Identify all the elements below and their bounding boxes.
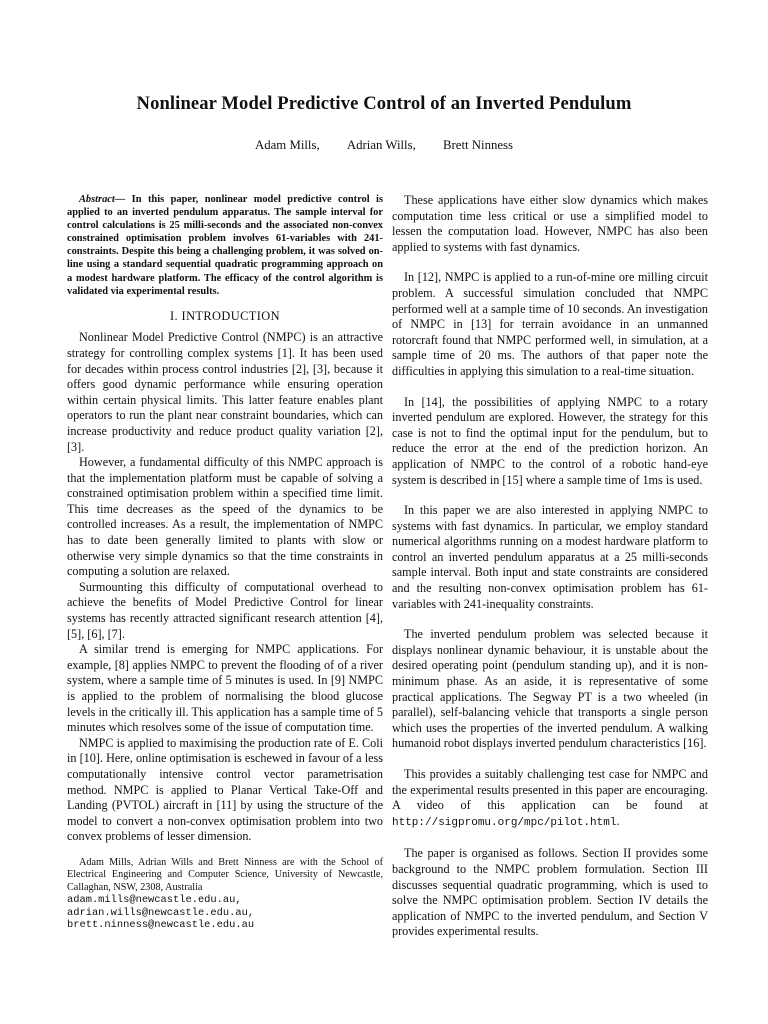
author-name: Adam Mills,: [254, 138, 320, 152]
left-column: [67, 193, 383, 845]
paragraph: These applications have either slow dynamics which makes computation time less critical or use a simplified model to lessen the computation load. However, NMPC has also been applied to systems with fast dynamics.: [392, 193, 708, 254]
author-name: Adrian Wills,: [346, 138, 416, 152]
paragraph: Surmounting this difficulty of computational overhead to achieve the benefits of Model Predictive Control for linear systems has recently attracted significant research attention [4], [5], [6], [7].: [67, 579, 383, 641]
paragraph: NMPC is applied to maximising the production rate of E. Coli in [10]. Here, online optimisation is eschewed in favour of a less computationally intensive control vector parametrisation method. NMPC is applied to Planar Vertical Take-Off and Landing (PVTOL) aircraft in [11] by using the structure of the model to convert a non-convex optimisation problem into two convex problems of lesser dimension.: [67, 735, 383, 844]
video-link[interactable]: http://sigpromu.org/mpc/pilot.html: [392, 816, 617, 829]
abstract-text: In this paper, nonlinear model predictive control is applied to an inverted pendulum apparatus. The sample interval for control calculations is 25 milli-seconds and the associated non-convex constrained optimisation problem involves 61-variables with 241-constraints. Despite this being a challenging problem, it was solved on-line using a standard sequential quadratic programming approach on a modest hardware platform. The efficacy of the control algorithm is validated via experimental results.: [67, 194, 383, 297]
paragraph: Nonlinear Model Predictive Control (NMPC) is an attractive strategy for controlling complex systems [1]. It has been used for decades within process control industries [2], [3], because it offers good dynamic performance while ensuring operation within certain physical limits. This latter feature enables plant operators to run the plant near constraint boundaries, which can increase productivity and reduce product quality variation [2], [3].: [67, 330, 383, 454]
paragraph: However, a fundamental difficulty of this NMPC approach is that the implementation platform must be capable of solving a constrained optimisation problem within a specified time limit. This time decreases as the speed of the dynamics to be controlled increases. As a result, the implementation of NMPC has to date been generally limited to plants with slow or otherwise very simple dynamics so that the time constraints in computing a solution are relaxed.: [67, 455, 383, 579]
video-paragraph-suffix: .: [616, 813, 620, 828]
paragraph: The paper is organised as follows. Section II provides some background to the NMPC problem formulation. Section III discusses sequential quadratic programming, which is used to solve the NMPC optimisation problem. Section IV details the application of NMPC to the inverted pendulum, and Section V provides experimental results.: [392, 846, 708, 939]
footnote-email: adam.mills@newcastle.edu.au,: [67, 894, 242, 907]
paragraph: A similar trend is emerging for NMPC applications. For example, [8] applies NMPC to prevent the flooding of of a river system, where a sample time of 5 minutes is used. In [9] NMPC is applied to the problem of normalising the blood glucose levels in the critically ill. This application has a sample time of 5 minutes which resolves some of the issue of computation time.: [67, 642, 383, 735]
abstract: [67, 193, 383, 298]
paper-title: Nonlinear Model Predictive Control of an Inverted Pendulum: [136, 93, 632, 114]
paragraph: In [12], NMPC is applied to a run-of-mine ore milling circuit problem. A successful simulation concluded that NMPC performed well at a sample time of 10 seconds. An investigation of NMPC in [13] for terrain avoidance in an unmanned rotorcraft found that NMPC performed well, in simulation, at a sample time of 20 ms. The authors of that paper note the difficulties in applying this simulation to a real-time situation.: [392, 270, 708, 378]
footnote-email: brett.ninness@newcastle.edu.au: [67, 919, 255, 932]
right-column: [392, 193, 708, 955]
author-name: Brett Ninness: [443, 138, 514, 152]
paragraph: In this paper we are also interested in applying NMPC to systems with fast dynamics. In particular, we employ standard numerical algorithms running on a modest hardware platform to control an inverted pendulum apparatus at a 25 milli-seconds sample interval. Both input and state constraints are considered and the resulting non-convex optimisation problem has 61-variables with 241-inequality constraints.: [392, 503, 708, 611]
abstract-label: Abstract—: [79, 194, 126, 205]
section-heading: I. INTRODUCTION: [170, 308, 280, 323]
author-list: [0, 138, 768, 153]
video-paragraph: [392, 767, 708, 831]
paragraph: In [14], the possibilities of applying NMPC to a rotary inverted pendulum are explored. However, the strategy for this case is not to find the optimal input for the pendulum, but to reduce the error at the end of the prediction horizon. An application of NMPC to the control of a robotic hand-eye system is described in [15] where a sample time of 1ms is used.: [392, 394, 708, 487]
author-footnote: [67, 857, 383, 931]
paragraph: The inverted pendulum problem was selected because it displays nonlinear dynamic behaviour, it is unstable about the desired operating point (pendulum standing up), and it is non-minimum phase. As an aside, it is representative of some practical applications. The Segway PT is a two wheeled (in parallel), self-balancing vehicle that transports a single person which uses the properties of the inverted pendulum. A walking humanoid robot displays inverted pendulum characteristics [16].: [392, 627, 708, 751]
footnote-text: Adam Mills, Adrian Wills and Brett Ninness are with the School of Electrical Engineering and Computer Science, University of Newcastle, Callaghan, NSW, 2308, Australia: [67, 857, 383, 893]
footnote-email: adrian.wills@newcastle.edu.au,: [67, 906, 255, 919]
video-paragraph-text: This provides a suitably challenging test case for NMPC and the experimental results presented in this paper are encouraging. A video of this application can be found at: [392, 767, 708, 813]
